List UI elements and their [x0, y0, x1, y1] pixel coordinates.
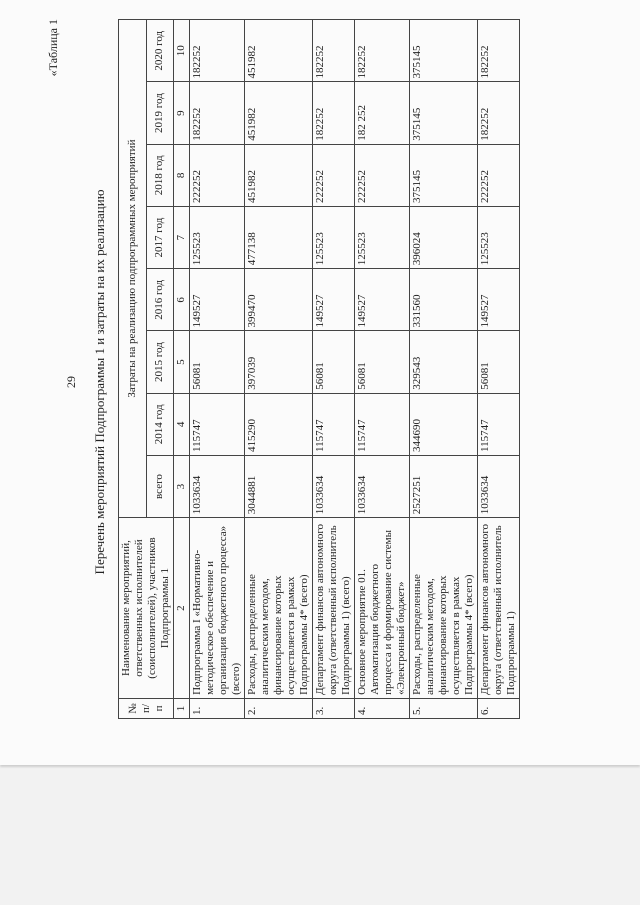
- header-year: 2019 год: [146, 82, 174, 144]
- cell-value: 375145: [410, 82, 478, 144]
- table-row: [410, 20, 478, 719]
- column-number: 10: [174, 20, 190, 82]
- cell-value: 451982: [245, 82, 313, 144]
- cell-value: 329543: [410, 331, 478, 393]
- cell-value: 3044881: [245, 455, 313, 517]
- cell-value: 115747: [313, 393, 355, 455]
- cell-value: 149527: [190, 269, 245, 331]
- cell-value: 125523: [313, 206, 355, 268]
- header-name: Наименование мероприятий, ответственных исполнителей (соисполнителей), участников Подпрограммы 1: [119, 518, 174, 699]
- cell-value: 182252: [355, 20, 410, 82]
- header-row: [119, 20, 147, 719]
- cell-value: 222252: [190, 144, 245, 206]
- cell-value: 182 252: [355, 82, 410, 144]
- table-row: [355, 20, 410, 719]
- column-number: 2: [174, 518, 190, 699]
- header-total: всего: [146, 455, 174, 517]
- row-name: Расходы, распределенные аналитическим методом, финансирование которых осуществляется в рамках Подпрограммы 4* (всего): [410, 518, 478, 699]
- cell-value: 56081: [478, 331, 520, 393]
- cell-value: 182252: [313, 82, 355, 144]
- cell-value: 451982: [245, 20, 313, 82]
- row-num: 6.: [478, 698, 520, 718]
- row-num: 1.: [190, 698, 245, 718]
- row-name: Департамент финансов автономного округа (ответственный исполнитель Подпрограммы 1): [478, 518, 520, 699]
- header-year: 2020 год: [146, 20, 174, 82]
- column-number: 9: [174, 82, 190, 144]
- row-name: Основное мероприятие 01. Автоматизация бюджетного процесса и формирование системы «Электронный бюджет»: [355, 518, 410, 699]
- page-title: Перечень мероприятий Подпрограммы 1 и затраты на их реализацию: [92, 189, 107, 575]
- cell-value: 399470: [245, 269, 313, 331]
- cell-value: 1033634: [355, 455, 410, 517]
- column-number-row: [174, 20, 190, 719]
- cell-value: 125523: [355, 206, 410, 268]
- column-number: 4: [174, 393, 190, 455]
- cell-value: 125523: [190, 206, 245, 268]
- cell-value: 451982: [245, 144, 313, 206]
- cell-value: 182252: [478, 82, 520, 144]
- column-number: 5: [174, 331, 190, 393]
- header-costs-group: Затраты на реализацию подпрограммных мероприятий: [119, 20, 147, 518]
- cell-value: 397039: [245, 331, 313, 393]
- table-label: «Таблица 1: [46, 19, 60, 77]
- cell-value: 56081: [190, 331, 245, 393]
- cell-value: 115747: [478, 393, 520, 455]
- costs-table: [118, 19, 520, 719]
- header-num: № п/п: [119, 698, 174, 718]
- cell-value: 344690: [410, 393, 478, 455]
- header-year: 2018 год: [146, 144, 174, 206]
- page-number: 29: [64, 376, 78, 388]
- column-number: 3: [174, 455, 190, 517]
- rotated-content: [40, 7, 600, 757]
- cell-value: 1033634: [313, 455, 355, 517]
- cell-value: 182252: [478, 20, 520, 82]
- header-year: 2017 год: [146, 206, 174, 268]
- column-number: 6: [174, 269, 190, 331]
- cell-value: 2527251: [410, 455, 478, 517]
- row-name: Подпрограмма I «Нормативно-методическое обеспечение и организация бюджетного процесса» (всего): [190, 518, 245, 699]
- cell-value: 477138: [245, 206, 313, 268]
- column-number: 7: [174, 206, 190, 268]
- cell-value: 222252: [355, 144, 410, 206]
- cell-value: 375145: [410, 20, 478, 82]
- cell-value: 115747: [190, 393, 245, 455]
- cell-value: 415290: [245, 393, 313, 455]
- cell-value: 149527: [478, 269, 520, 331]
- row-num: 5.: [410, 698, 478, 718]
- cell-value: 149527: [313, 269, 355, 331]
- row-name: Департамент финансов автономного округа (ответственный исполнитель Подпрограммы 1) (всего): [313, 518, 355, 699]
- cell-value: 182252: [190, 82, 245, 144]
- table-row: [245, 20, 313, 719]
- cell-value: 222252: [313, 144, 355, 206]
- cell-value: 56081: [313, 331, 355, 393]
- cell-value: 331560: [410, 269, 478, 331]
- column-number: 1: [174, 698, 190, 718]
- row-num: 3.: [313, 698, 355, 718]
- row-num: 4.: [355, 698, 410, 718]
- cell-value: 1033634: [478, 455, 520, 517]
- cell-value: 149527: [355, 269, 410, 331]
- cell-value: 182252: [313, 20, 355, 82]
- header-year: 2014 год: [146, 393, 174, 455]
- table-row: [313, 20, 355, 719]
- row-name: Расходы, распределенные аналитическим методом, финансирование которых осуществляется в рамках Подпрограммы 4* (всего): [245, 518, 313, 699]
- header-year: 2016 год: [146, 269, 174, 331]
- cell-value: 375145: [410, 144, 478, 206]
- cell-value: 56081: [355, 331, 410, 393]
- cell-value: 222252: [478, 144, 520, 206]
- cell-value: 115747: [355, 393, 410, 455]
- table-row: [478, 20, 520, 719]
- cell-value: 125523: [478, 206, 520, 268]
- cell-value: 1033634: [190, 455, 245, 517]
- row-num: 2.: [245, 698, 313, 718]
- column-number: 8: [174, 144, 190, 206]
- cell-value: 182252: [190, 20, 245, 82]
- header-year: 2015 год: [146, 331, 174, 393]
- table-row: [190, 20, 245, 719]
- cell-value: 396024: [410, 206, 478, 268]
